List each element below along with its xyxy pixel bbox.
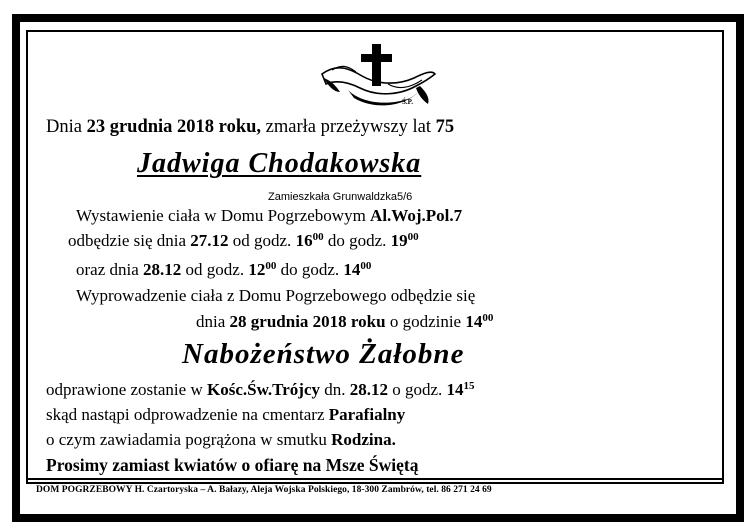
minutes: 15 (463, 380, 475, 392)
address: Zamieszkała Grunwaldzka5/6 (268, 191, 413, 203)
text: zmarła przeżywszy lat (261, 117, 436, 137)
text: o godz. (388, 380, 447, 399)
text: od godz. (228, 231, 296, 250)
hour: 14 (343, 260, 361, 279)
text: oraz dnia (76, 260, 144, 279)
cemetery-name: Parafialny (328, 405, 406, 424)
departure-line-2 (196, 312, 493, 332)
viewing-line-3 (76, 260, 371, 280)
departure-date: 28 grudnia 2018 roku (229, 312, 386, 331)
minutes: 00 (482, 312, 494, 324)
emblem-label: Ś.P. (402, 98, 414, 106)
hour: 12 (248, 260, 266, 279)
deceased-name: Jadwiga Chodakowska (137, 148, 422, 179)
viewing-place: Al.Woj.Pol.7 (370, 206, 463, 225)
minutes: 00 (312, 231, 324, 243)
footer-contact: DOM POGRZEBOWY H. Czartoryska – A. Bałazy, Aleja Wojska Polskiego, 18-300 Zambrów, tel. 86 271 24 69 (36, 485, 492, 495)
text: odbędzie się dnia (68, 231, 191, 250)
hour: 14 (446, 380, 464, 399)
mass-date: 28.12 (349, 380, 388, 399)
text: od godz. (181, 260, 249, 279)
departure-line-1: Wyprowadzenie ciała z Domu Pogrzebowego odbędzie się (76, 286, 476, 305)
viewing-date-1: 27.12 (190, 231, 229, 250)
donation-request: Prosimy zamiast kwiatów o ofiarę na Msze Świętą (46, 455, 419, 475)
church-name: Kośc.Św.Trójcy (206, 380, 320, 399)
hour: 16 (295, 231, 313, 250)
cemetery-line (46, 405, 405, 425)
age: 75 (435, 117, 455, 137)
text: odprawione zostanie w (46, 380, 207, 399)
family-line (46, 430, 396, 450)
viewing-date-2: 28.12 (143, 260, 182, 279)
hour: 14 (465, 312, 483, 331)
death-announcement (46, 117, 454, 138)
text: o czym zawiadamia pogrążona w smutku (46, 430, 332, 449)
viewing-line-2 (68, 231, 419, 251)
minutes: 00 (407, 231, 419, 243)
text: Wystawienie ciała w Domu Pogrzebowym (76, 206, 371, 225)
text: dnia (196, 312, 230, 331)
text: Dnia (46, 117, 87, 137)
cross-emblem-icon (318, 40, 438, 118)
text: do godz. (276, 260, 344, 279)
text: do godz. (323, 231, 391, 250)
viewing-line-1 (76, 206, 462, 226)
minutes: 00 (265, 260, 277, 272)
text: dn. (320, 380, 350, 399)
text: o godzinie (385, 312, 466, 331)
minutes: 00 (360, 260, 372, 272)
hour: 19 (390, 231, 408, 250)
footer-divider (26, 478, 722, 480)
text: skąd nastąpi odprowadzenie na cmentarz (46, 405, 329, 424)
mass-details (46, 380, 475, 400)
mass-title: Nabożeństwo Żałobne (182, 338, 465, 370)
family-name: Rodzina. (331, 430, 396, 449)
death-date: 23 grudnia 2018 roku, (86, 117, 262, 137)
